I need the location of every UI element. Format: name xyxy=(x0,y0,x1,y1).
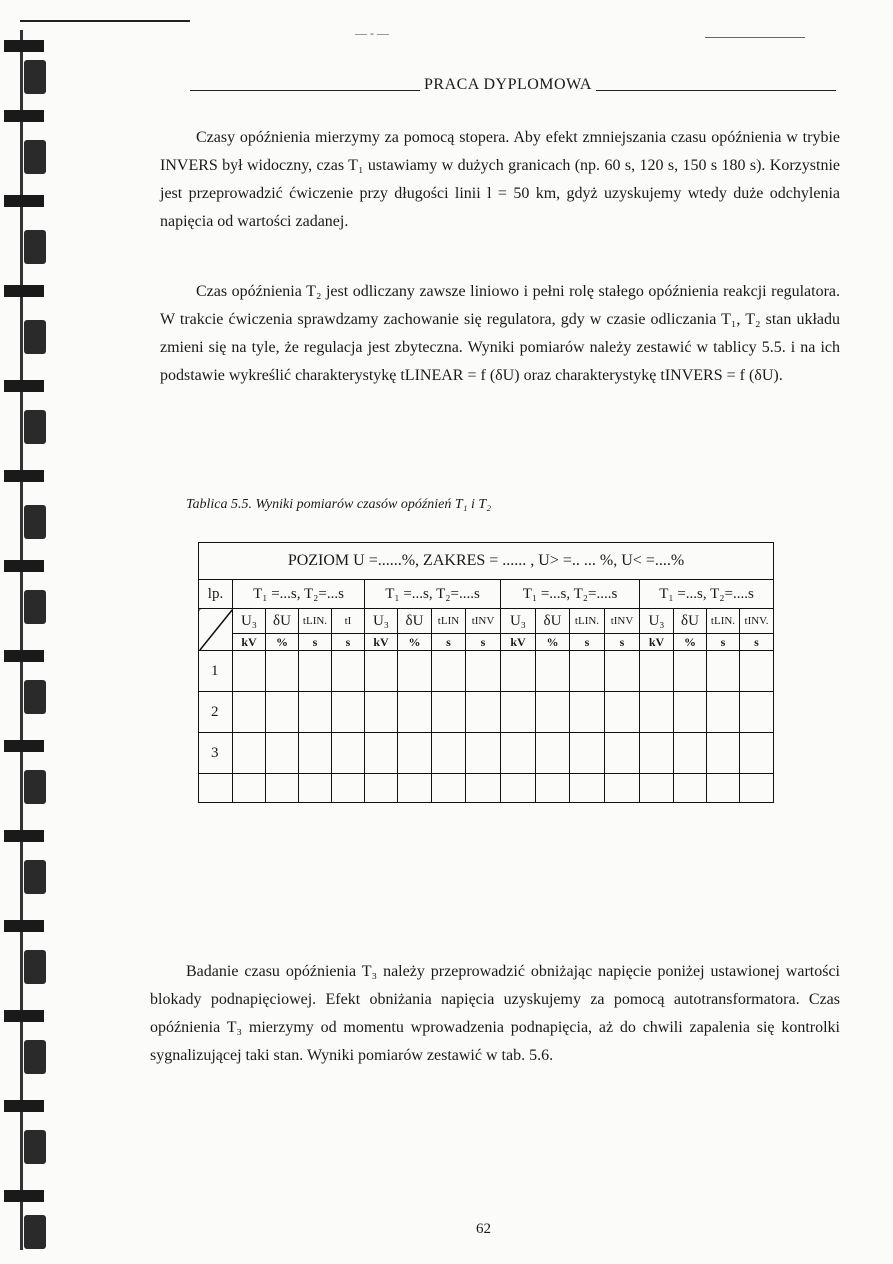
table-symbol: δU xyxy=(398,609,432,634)
table-symbol: tINV xyxy=(605,609,640,634)
table-group-header: T₁ =...s, T₂=....s xyxy=(365,580,501,609)
table-symbol: U₃ xyxy=(233,609,266,634)
table-unit: s xyxy=(432,634,466,651)
scan-edge-line xyxy=(20,20,190,22)
table-unit: s xyxy=(332,634,365,651)
table-symbol: tINV. xyxy=(740,609,774,634)
spiral-binding xyxy=(0,0,48,1264)
table-unit: kV xyxy=(365,634,398,651)
running-header xyxy=(190,76,836,98)
table-symbol: δU xyxy=(674,609,707,634)
table-symbol: δU xyxy=(266,609,299,634)
table-unit: kV xyxy=(640,634,674,651)
table-unit: s xyxy=(570,634,605,651)
table-symbol: tI xyxy=(332,609,365,634)
table-unit: s xyxy=(299,634,332,651)
table-symbol: δU xyxy=(536,609,570,634)
table-symbol: tINV xyxy=(466,609,501,634)
table-unit: % xyxy=(266,634,299,651)
table-symbol: U₃ xyxy=(365,609,398,634)
table-unit: s xyxy=(707,634,740,651)
header-title: PRACA DYPLOMOWA xyxy=(420,76,596,94)
table-row xyxy=(199,651,774,692)
page-number: 62 xyxy=(476,1221,491,1237)
table-unit: kV xyxy=(233,634,266,651)
table-unit: s xyxy=(605,634,640,651)
table-lp-header: lp. xyxy=(199,580,233,609)
table-group-header: T₁ =...s, T₂=....s xyxy=(640,580,774,609)
table-symbol: tLIN xyxy=(432,609,466,634)
table-group-header: T₁ =...s, T₂=...s xyxy=(233,580,365,609)
row-number: 3 xyxy=(199,733,233,774)
paragraph-1: Czasy opóźnienia mierzymy za pomocą stopera. Aby efekt zmniejszania czasu opóźnienia w trybie INVERS był widoczny, czas T₁ ustawiamy w dużych granicach (np. 60 s, 120 s, 150 s 180 s). Korzystnie jest przeprowadzić ćwiczenie przy długości linii l = 50 km, gdyż uzyskujemy wtedy duże odchylenia napięcia od wartości zadanej. xyxy=(160,129,840,230)
scan-edge-line xyxy=(705,37,805,38)
table-symbol: tLIN. xyxy=(299,609,332,634)
table-row xyxy=(199,692,774,733)
table-symbol: tLIN. xyxy=(570,609,605,634)
table-caption: Tablica 5.5. Wyniki pomiarów czasów opóźnień T₁ i T₂ xyxy=(186,497,492,512)
table-diagonal-cell xyxy=(199,609,233,651)
table-unit: % xyxy=(536,634,570,651)
table-group-header: T₁ =...s, T₂=....s xyxy=(501,580,640,609)
results-table xyxy=(198,542,774,803)
scan-mark: — - — xyxy=(355,26,389,40)
table-unit: % xyxy=(674,634,707,651)
table-row xyxy=(199,733,774,774)
table-symbol: U₃ xyxy=(501,609,536,634)
table-unit: kV xyxy=(501,634,536,651)
row-number: 2 xyxy=(199,692,233,733)
table-unit: s xyxy=(466,634,501,651)
table-symbol: U₃ xyxy=(640,609,674,634)
table-poziom-row: POZIOM U =......%, ZAKRES = ...... , U> =.. ... %, U< =....% xyxy=(199,543,774,580)
table-unit: s xyxy=(740,634,774,651)
row-number: 1 xyxy=(199,651,233,692)
table-tail xyxy=(199,774,774,803)
paragraph-3: Badanie czasu opóźnienia T₃ należy przeprowadzić obniżając napięcie poniżej ustawionej wartości blokady podnapięciowej. Efekt obniżania napięcia uzyskujemy za pomocą autotransformatora. Czas opóźnienia T₃ mierzymy od momentu wprowadzenia podnapięcia, aż do chwili zapalenia się kontrolki sygnalizującej taki stan. Wyniki pomiarów zestawić w tab. 5.6. xyxy=(150,963,840,1064)
table-unit: % xyxy=(398,634,432,651)
table-symbol: tLIN. xyxy=(707,609,740,634)
paragraph-2: Czas opóźnienia T₂ jest odliczany zawsze liniowo i pełni rolę stałego opóźnienia reakcji regulatora. W trakcie ćwiczenia sprawdzamy zachowanie się regulatora, gdy w czasie odliczania T₁, T₂ stan układu zmieni się na tyle, że regulacja jest zbyteczna. Wyniki pomiarów należy zestawić w tablicy 5.5. i na ich podstawie wykreślić charakterystykę tLINEAR = f (δU) oraz charakterystykę tINVERS = f (δU). xyxy=(160,283,840,384)
